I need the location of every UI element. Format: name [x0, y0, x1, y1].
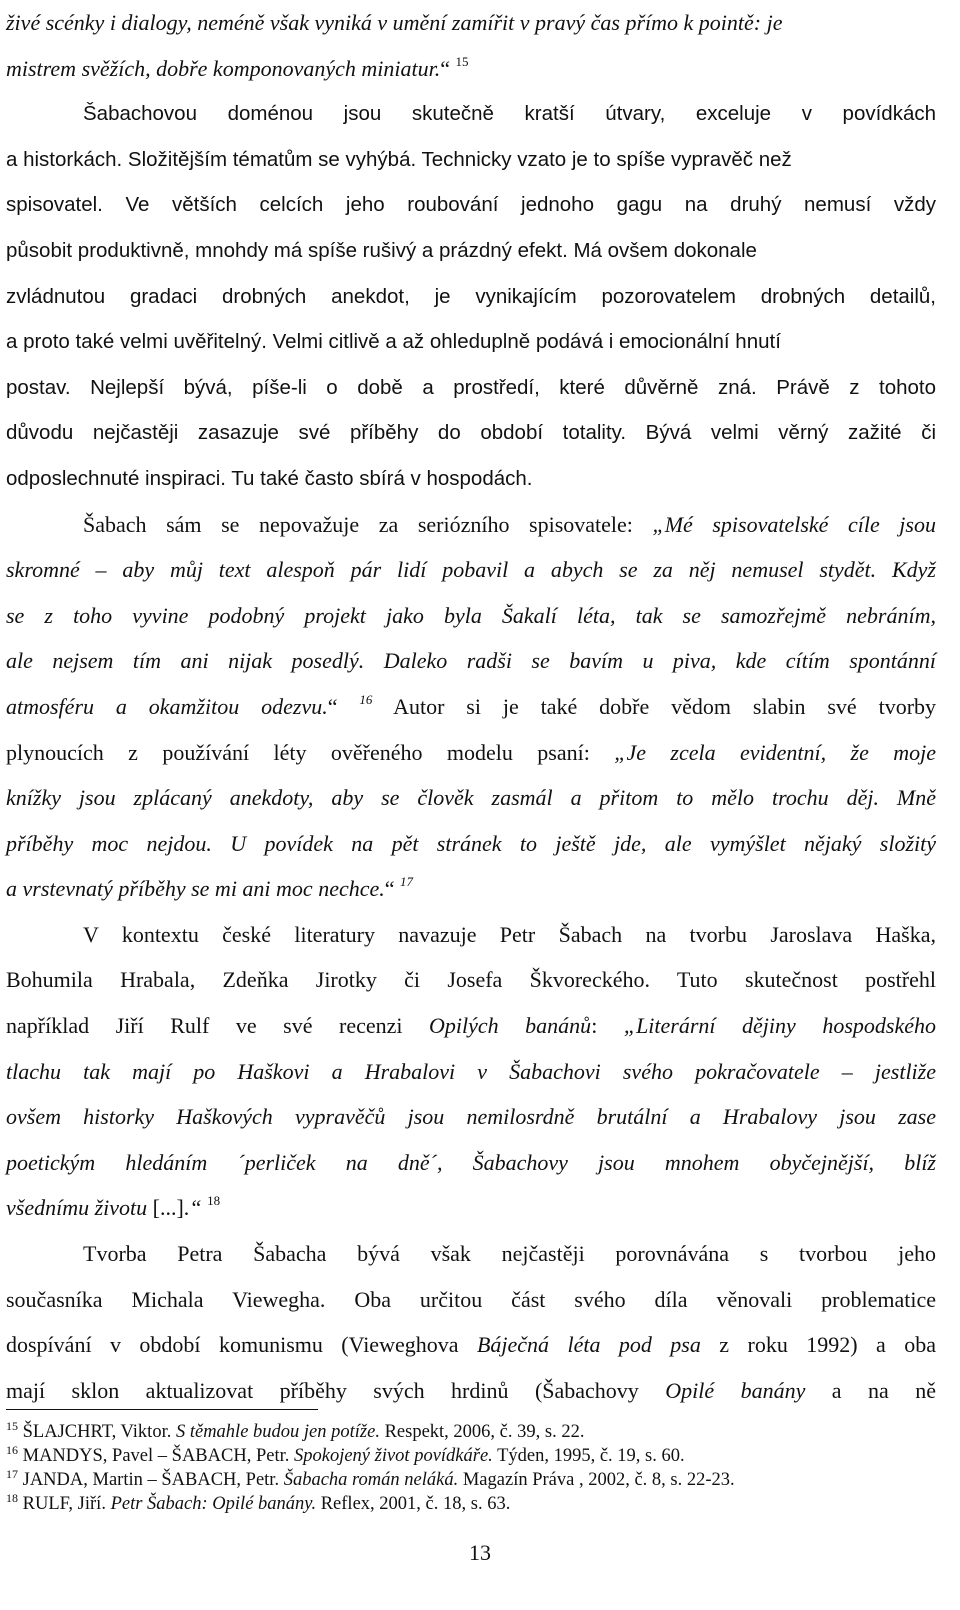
footnote-text: Týden, 1995, č. 19, s. 60.	[492, 1446, 685, 1466]
text-run: působit produktivně, mnohdy má spíše rušivý a prázdný efekt. Má ovšem dokonale	[6, 238, 757, 262]
text-run: plynoucích z používání léty ověřeného modelu psaní:	[6, 739, 615, 765]
text-run: odposlechnuté inspiraci. Tu také často sbírá v hospodách.	[6, 466, 533, 490]
text-line	[6, 274, 936, 320]
text-run: Šabachovou doménou jsou skutečně kratší útvary, exceluje v povídkách	[83, 102, 936, 126]
text-line	[6, 1322, 936, 1368]
footnote-text: Reflex, 2001, č. 18, s. 63.	[316, 1494, 511, 1514]
text-line	[6, 1003, 936, 1049]
text-run: V kontextu české literatury navazuje Petr Šabach na tvorbu Jaroslava Haška,	[83, 921, 936, 947]
footnote-number: 18	[6, 1491, 18, 1505]
footnote-text: ŠLAJCHRT, Viktor.	[18, 1422, 176, 1442]
footnote-text: JANDA, Martin – ŠABACH, Petr.	[18, 1470, 284, 1490]
text-run: Šabach sám se nepovažuje za seriózního spisovatele:	[83, 511, 653, 537]
footnote-ref: 15	[455, 53, 469, 69]
text-run: “	[327, 693, 360, 719]
text-line	[6, 866, 936, 912]
text-run: se z toho vyvine podobný projekt jako byla Šakalí léta, tak se samozřejmě nebráním,	[6, 602, 936, 628]
footnote-text: Šabacha román neláká.	[283, 1470, 459, 1490]
text-run: Autor si je také dobře vědom slabin své tvorby	[372, 693, 937, 719]
text-run: živé scénky i dialogy, neméně však vyniká v umění zamířit v pravý čas přímo k pointě: je	[6, 10, 783, 35]
text-run: :	[591, 1013, 624, 1039]
text-run: “	[440, 55, 456, 81]
footnote-number: 16	[6, 1443, 18, 1457]
footnote-number: 15	[6, 1419, 18, 1433]
text-run: poetickým hledáním ´perliček na dně´, Šabachovy jsou mnohem obyčejnější, blíž	[6, 1149, 936, 1175]
footnote-text: Magazín Práva , 2002, č. 8, s. 22-23.	[458, 1470, 735, 1490]
text-run: ovšem historky Haškových vypravěčů jsou nemilosrdně brutální a Hrabalovy jsou zase	[6, 1104, 936, 1130]
text-run: [...].	[152, 1195, 190, 1221]
text-line	[6, 684, 936, 730]
text-line	[6, 957, 936, 1003]
footnote-text: Petr Šabach: Opilé banány.	[110, 1494, 317, 1514]
text-run: důvodu nejčastěji zasazuje své příběhy do období totality. Bývá velmi věrný zažité či	[6, 421, 936, 445]
footnote-text: S těmahle budou jen potíže.	[175, 1422, 380, 1442]
footnote-number: 17	[6, 1467, 18, 1481]
text-run: ale nejsem tím ani nijak posedlý. Daleko radši se bavím u piva, kde cítím spontánní	[6, 648, 936, 674]
text-line	[6, 547, 936, 593]
text-line	[6, 1277, 936, 1323]
text-line	[6, 1231, 936, 1277]
text-run: mistrem svěžích, dobře komponovaných miniatur.	[6, 55, 441, 81]
footnote-ref: 17	[400, 874, 414, 890]
body-text	[6, 0, 936, 1413]
text-line	[6, 730, 936, 776]
text-line	[6, 821, 936, 867]
text-run: a vrstevnatý příběhy se mi ani moc nechce.	[6, 876, 385, 902]
text-run: knížky jsou zplácaný anekdoty, aby se člověk zasmál a přitom to mělo trochu děj. Mně	[6, 785, 936, 811]
text-line	[6, 319, 936, 365]
footnote-text: Spokojený život povídkáře.	[293, 1446, 493, 1466]
text-line	[6, 502, 936, 548]
footnote-separator	[6, 1409, 318, 1410]
text-run: „Je zcela evidentní, že moje	[614, 739, 936, 765]
text-line	[6, 365, 936, 411]
text-run: Bohumila Hrabala, Zdeňka Jirotky či Josefa Škvoreckého. Tuto skutečnost postřehl	[6, 967, 936, 993]
text-run: skromné – aby můj text alespoň pár lidí pobavil a abych se za něj nemusel stydět. Když	[6, 557, 936, 583]
text-line	[6, 1049, 936, 1095]
footnote	[6, 1444, 936, 1468]
text-run: „Mé spisovatelské cíle jsou	[652, 511, 936, 537]
text-run: například Jiří Rulf ve své recenzi	[6, 1013, 430, 1039]
text-run: Opilých banánů	[429, 1013, 592, 1039]
text-run: spisovatel. Ve větších celcích jeho roubování jednoho gagu na druhý nemusí vždy	[6, 193, 936, 217]
text-line	[6, 91, 936, 137]
text-line	[6, 775, 936, 821]
text-line	[6, 1368, 936, 1414]
text-run: Tvorba Petra Šabacha bývá však nejčastěji porovnávána s tvorbou jeho	[83, 1241, 936, 1267]
text-run: současníka Michala Viewegha. Oba určitou část svého díla věnovali problematice	[6, 1286, 936, 1312]
footnote-ref: 16	[359, 691, 373, 707]
text-line	[6, 456, 936, 502]
text-run: tlachu tak mají po Haškovi a Hrabalovi v Šabachovi svého pokračovatele – jestliže	[6, 1058, 936, 1084]
footnote-ref: 18	[207, 1193, 221, 1209]
text-line	[6, 0, 936, 46]
text-line	[6, 1185, 936, 1231]
text-run: “	[189, 1195, 208, 1221]
text-run: a proto také velmi uvěřitelný. Velmi citlivě a až ohleduplně podává i emocionální hnutí	[6, 330, 781, 354]
text-run: „Literární dějiny hospodského	[623, 1013, 936, 1039]
text-line	[6, 46, 936, 92]
text-line	[6, 1094, 936, 1140]
page-number: 13	[469, 1540, 491, 1565]
footnote	[6, 1492, 936, 1516]
text-line	[6, 410, 936, 456]
text-run: mají sklon aktualizovat příběhy svých hrdinů (Šabachovy	[6, 1377, 666, 1403]
text-run: atmosféru a okamžitou odezvu.	[6, 693, 328, 719]
footnote-text: Respekt, 2006, č. 39, s. 22.	[379, 1422, 585, 1442]
text-run: “	[384, 876, 401, 902]
text-run: a historkách. Složitějším tématům se vyhýbá. Technicky vzato je to spíše vypravěč než	[6, 147, 792, 171]
text-run: a na ně	[805, 1377, 936, 1403]
text-run: příběhy moc nejdou. U povídek na pět stránek to ještě jde, ale vymýšlet nějaký složitý	[6, 830, 936, 856]
text-run: všednímu životu	[6, 1195, 153, 1221]
text-run: dospívání v období komunismu (Vieweghova	[6, 1332, 477, 1358]
text-line	[6, 1140, 936, 1186]
text-line	[6, 228, 936, 274]
text-run: z roku 1992) a oba	[700, 1332, 936, 1358]
text-line	[6, 912, 936, 958]
text-line	[6, 182, 936, 228]
footnote	[6, 1420, 936, 1444]
footnotes	[6, 1420, 936, 1516]
footnote-text: MANDYS, Pavel – ŠABACH, Petr.	[18, 1446, 294, 1466]
text-run: postav. Nejlepší bývá, píše-li o době a prostředí, které důvěrně zná. Právě z tohoto	[6, 375, 936, 399]
text-line	[6, 137, 936, 183]
text-run: zvládnutou gradaci drobných anekdot, je vynikajícím pozorovatelem drobných detailů,	[6, 284, 936, 308]
text-run: Opilé banány	[665, 1377, 806, 1403]
footnote-text: RULF, Jiří.	[18, 1494, 111, 1514]
text-run: Báječná léta pod psa	[476, 1332, 701, 1358]
footnote	[6, 1468, 936, 1492]
text-line	[6, 638, 936, 684]
text-line	[6, 593, 936, 639]
